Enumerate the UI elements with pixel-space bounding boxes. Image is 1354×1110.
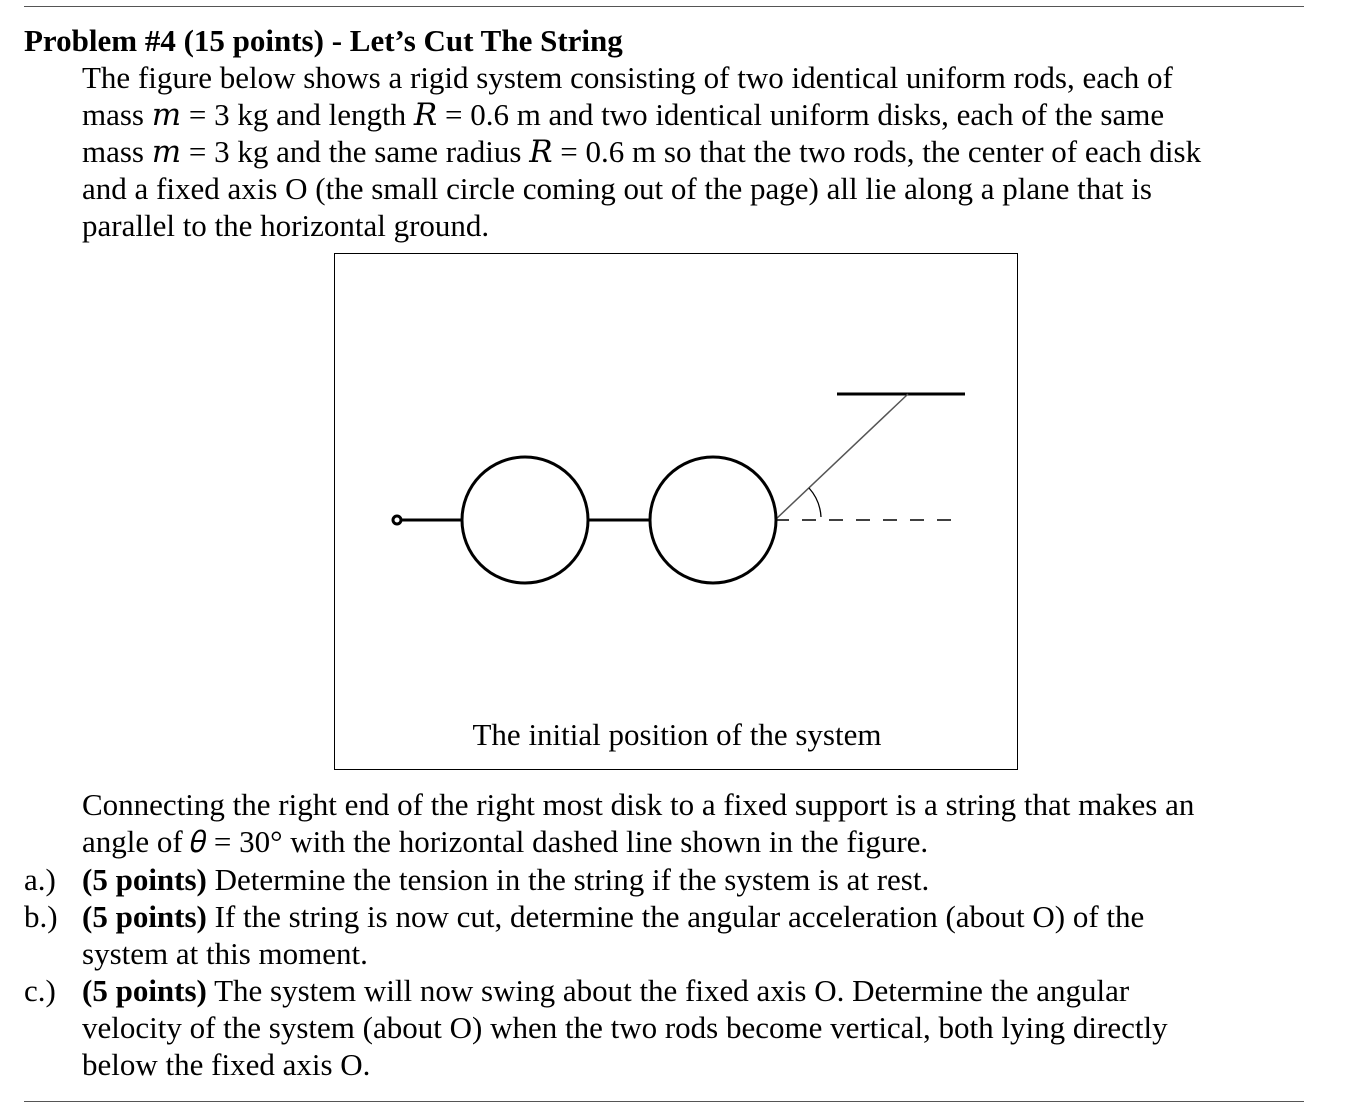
disk-right — [650, 457, 776, 583]
context-line: angle of 𝜃 = 30° with the horizontal dashed line shown in the figure. — [82, 824, 929, 859]
intro-line: parallel to the horizontal ground. — [82, 208, 490, 243]
part-text: The system will now swing about the fixed axis O. Determine the angular — [206, 973, 1130, 1008]
figure-box — [334, 253, 1018, 770]
bottom-rule — [24, 1101, 1304, 1102]
disk-left — [462, 457, 588, 583]
intro-line: and a fixed axis O (the small circle coming out of the page) all lie along a plane that is — [82, 171, 1152, 206]
part-text: system at this moment. — [82, 936, 368, 971]
angle-arc — [809, 488, 821, 517]
part-points: (5 points) — [82, 899, 207, 934]
intro-line: mass 𝑚 = 3 kg and length 𝑅 = 0.6 m and two identical uniform disks, each of the same — [82, 97, 1165, 132]
problem-title: Problem #4 (15 points) - Let’s Cut The String — [24, 23, 623, 58]
figure-caption: The initial position of the system — [472, 717, 882, 752]
intro-line: The figure below shows a rigid system consisting of two identical uniform rods, each of — [82, 60, 1173, 95]
part-label: a.) — [24, 862, 56, 897]
intro-line: mass 𝑚 = 3 kg and the same radius 𝑅 = 0.6 m so that the two rods, the center of each disk — [82, 134, 1202, 169]
context-line: Connecting the right end of the right most disk to a fixed support is a string that makes an — [82, 787, 1195, 822]
intro-paragraph — [82, 59, 1201, 244]
string — [775, 394, 908, 520]
part-text: velocity of the system (about O) when the two rods become vertical, both lying directly — [82, 1010, 1168, 1045]
part-label: b.) — [24, 899, 58, 934]
part-text: Determine the tension in the string if the system is at rest. — [206, 862, 930, 897]
part-text: If the string is now cut, determine the angular acceleration (about O) of the — [206, 899, 1145, 934]
context-paragraph — [82, 786, 1194, 860]
top-rule — [24, 6, 1304, 7]
system-diagram — [335, 254, 1019, 771]
fixed-axis-o — [393, 516, 401, 524]
part-text: below the fixed axis O. — [82, 1047, 371, 1082]
part-points: (5 points) — [82, 973, 207, 1008]
part-points: (5 points) — [82, 862, 207, 897]
part-label: c.) — [24, 973, 56, 1008]
